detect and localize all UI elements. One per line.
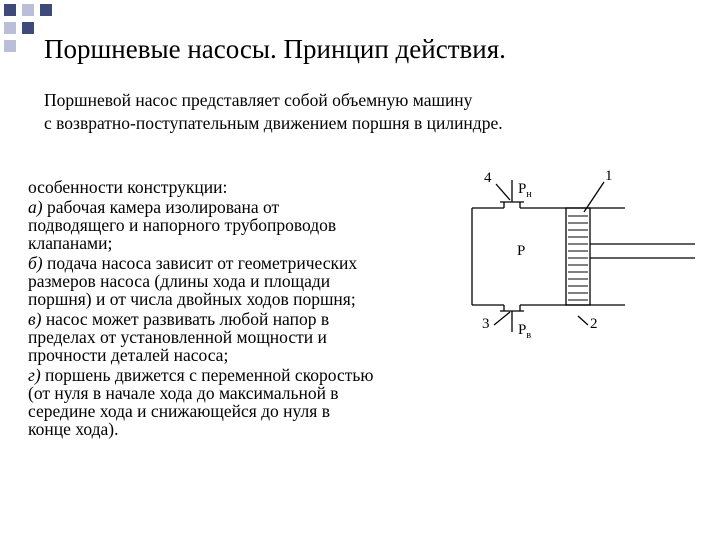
feature-letter: б)	[28, 253, 43, 273]
slide-title: Поршневые насосы. Принцип действия.	[44, 34, 506, 64]
intro-line: Поршневой насос представляет собой объемную машину	[44, 90, 473, 110]
pump-diagram	[460, 160, 710, 360]
label-3: 3	[482, 316, 490, 332]
intro-text	[44, 89, 684, 135]
feature-item-g	[28, 366, 478, 438]
feature-line: поршень движется с переменной скоростью	[45, 365, 374, 385]
corner-square	[4, 22, 16, 34]
label-4: 4	[484, 170, 492, 186]
leader-line	[496, 184, 510, 200]
leader-line	[578, 316, 588, 325]
feature-line: рабочая камера изолирована от	[46, 197, 280, 217]
feature-line: клапанами;	[28, 233, 113, 253]
feature-line: (от нуля в начале хода до максимальной в	[28, 383, 339, 403]
corner-square	[22, 22, 34, 34]
feature-line: насос может развивать любой напор в	[45, 309, 330, 329]
features-heading: особенности конструкции:	[28, 177, 228, 197]
intro-line: с возвратно-поступательным движением поршня в цилиндре.	[44, 113, 503, 133]
feature-line: подводящего и напорного трубопроводов	[28, 215, 337, 235]
feature-item-b	[28, 254, 478, 308]
feature-line: прочности деталей насоса;	[28, 345, 229, 365]
feature-item-v	[28, 310, 478, 364]
feature-letter: г)	[28, 365, 41, 385]
feature-line: середине хода и снижающейся до нуля в	[28, 401, 330, 421]
feature-line: поршня) и от числа двойных ходов поршня;	[28, 289, 356, 309]
label-discharge-pressure: $P_н$	[518, 181, 532, 200]
corner-square	[4, 40, 16, 52]
feature-item-a	[28, 198, 478, 252]
feature-line: размеров насоса (длины хода и площади	[28, 271, 331, 291]
feature-letter: в)	[28, 309, 42, 329]
features-list	[28, 178, 478, 440]
label-chamber-pressure: P	[517, 243, 526, 259]
feature-letter: а)	[28, 197, 43, 217]
feature-line: подача насоса зависит от геометрических	[47, 253, 358, 273]
corner-square	[22, 4, 34, 16]
corner-square	[4, 4, 16, 16]
feature-line: пределах от установленной мощности и	[28, 327, 327, 347]
label-suction-pressure: $P_в$	[518, 322, 532, 341]
label-1: 1	[605, 168, 613, 184]
corner-square	[40, 4, 52, 16]
leader-line	[494, 312, 510, 325]
label-2: 2	[590, 316, 598, 332]
feature-line: конце хода).	[28, 419, 119, 439]
piston-hatching	[568, 216, 588, 300]
